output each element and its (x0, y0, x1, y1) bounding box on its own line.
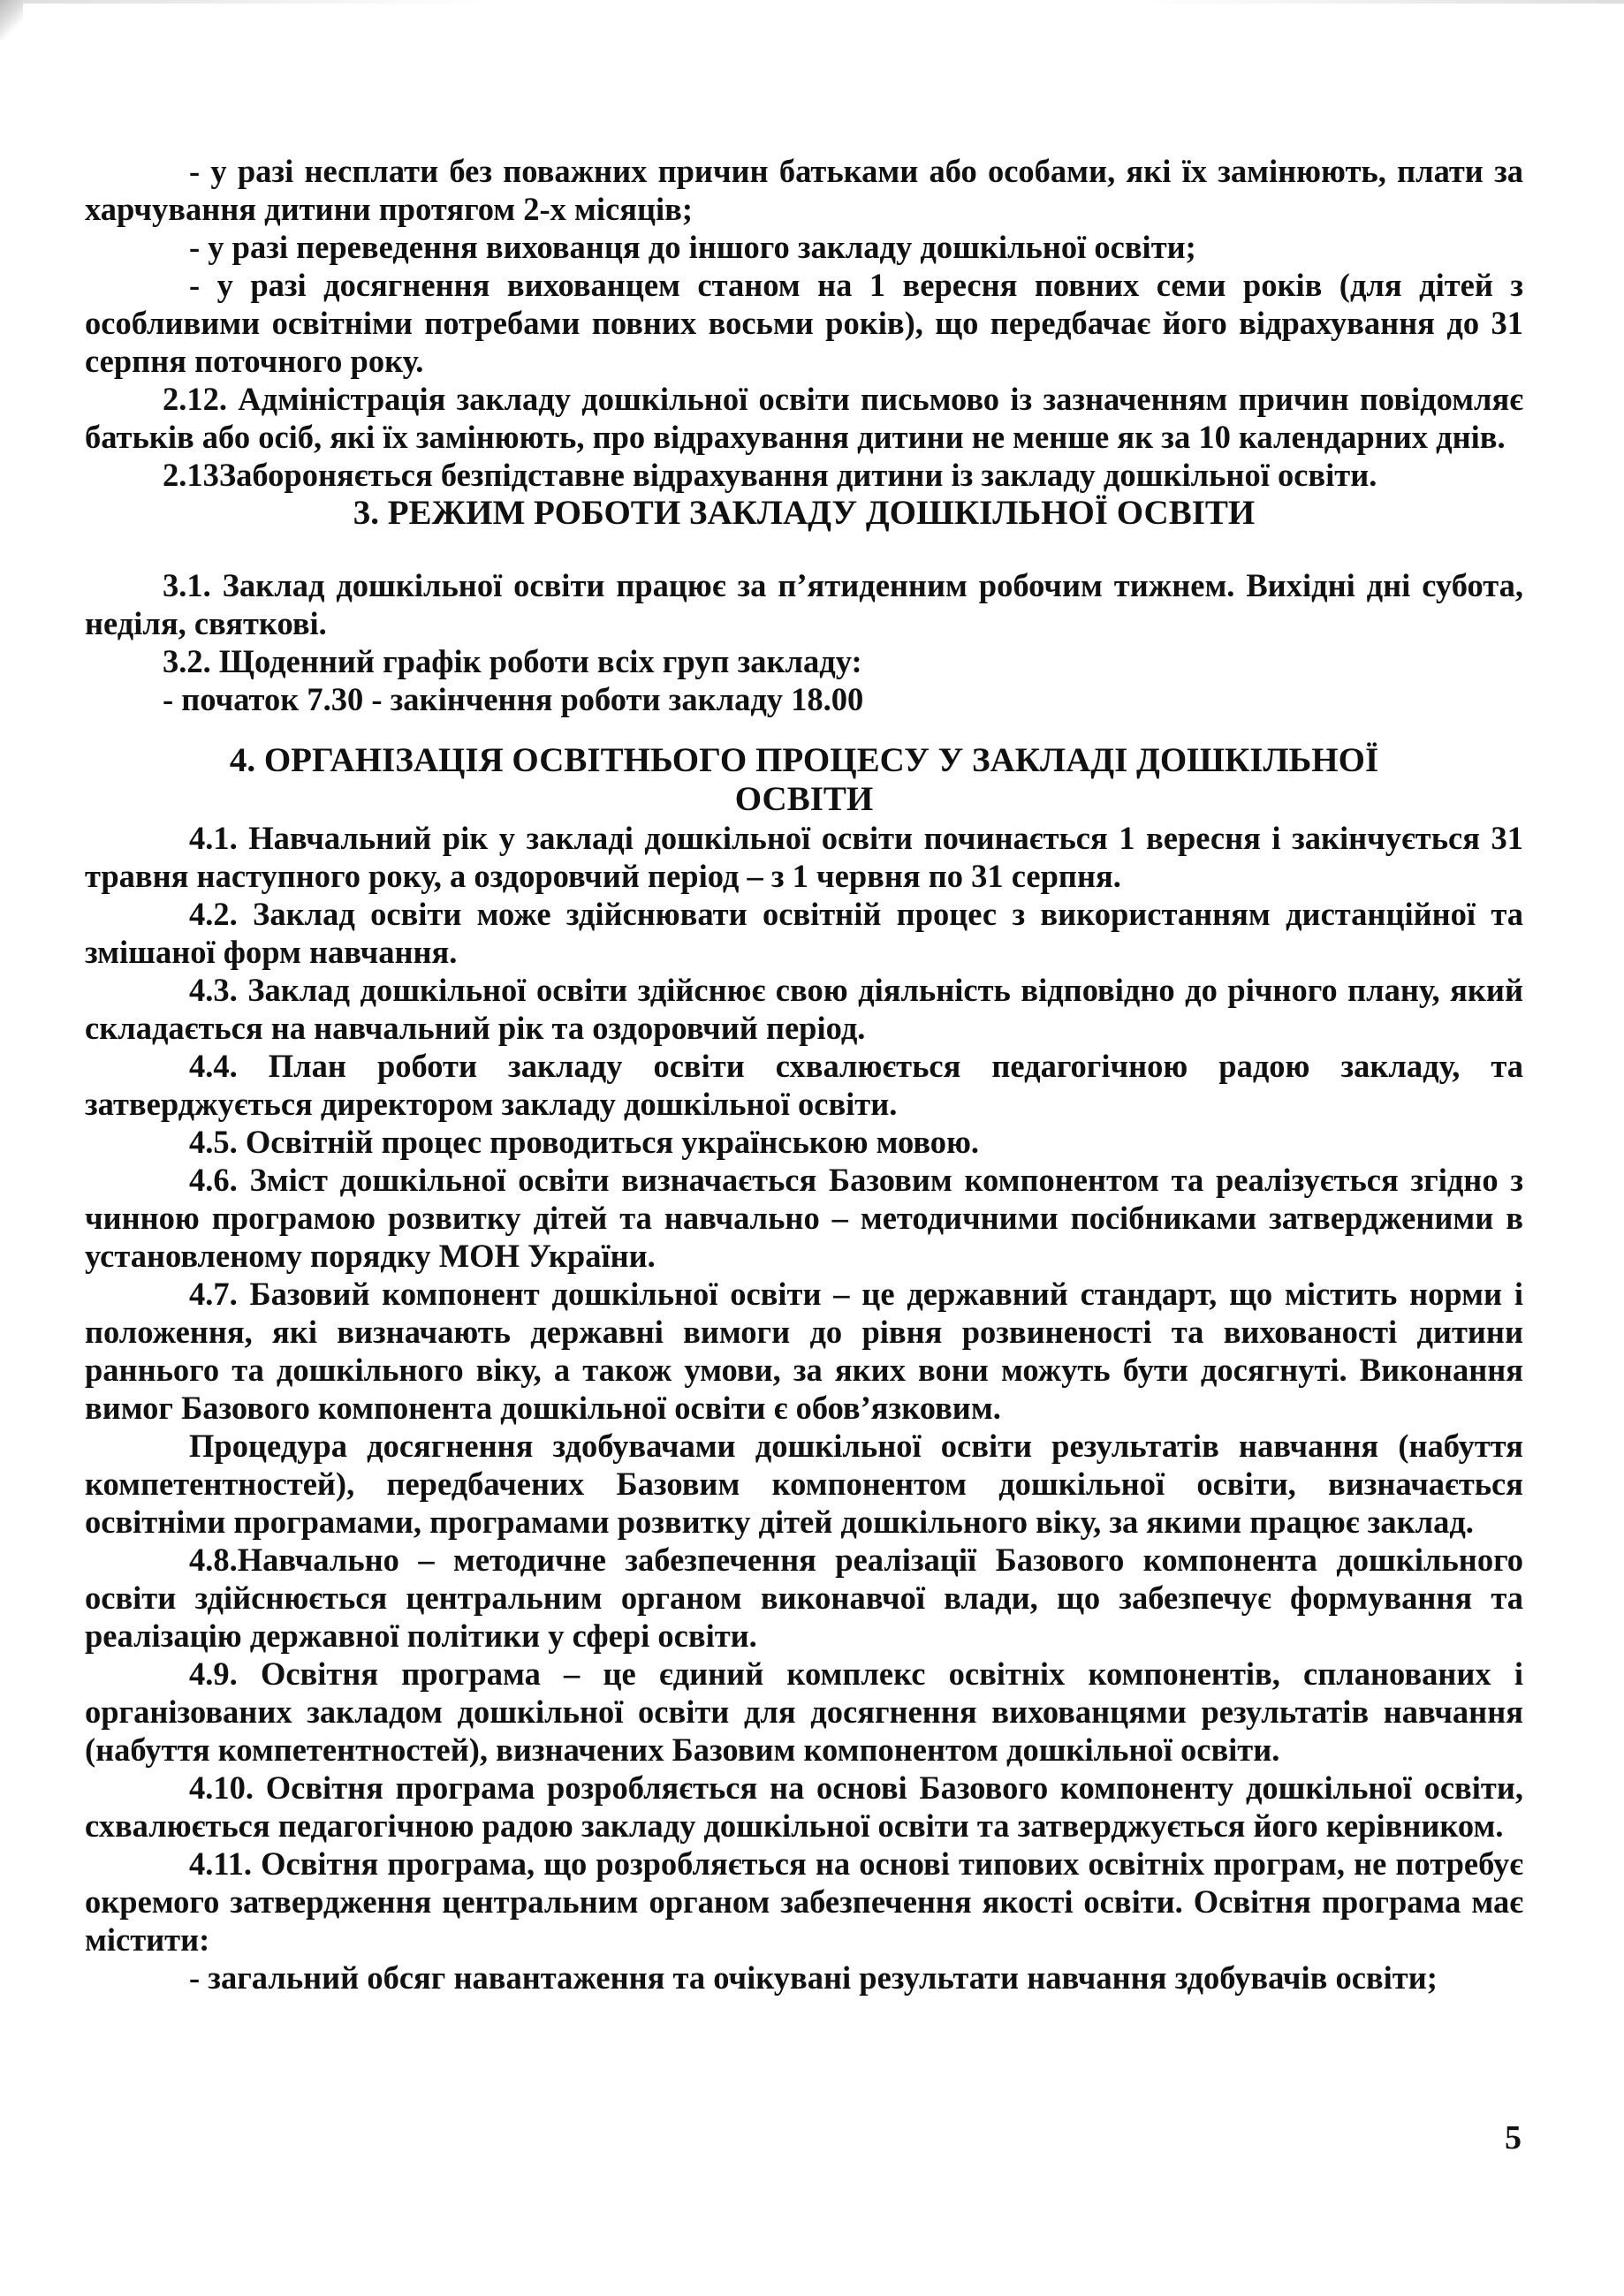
paragraph-4-8: 4.8.Навчально – методичне забезпечення реалізації Базового компонента дошкільного освіти здійснюється центральним органом виконавчої влади, що забезпечує формування та реалізацію державної політики у сфері освіти. (85, 1542, 1523, 1654)
scan-edge (0, 0, 1624, 4)
paragraph-3-2-schedule: - початок 7.30 - закінчення роботи закладу 18.00 (163, 681, 864, 717)
paragraph-4-2: 4.2. Заклад освіти може здійснювати освітній процес з використанням дистанційної та змішаної форм навчання. (85, 896, 1523, 970)
scan-corner-shadow (0, 0, 23, 41)
paragraph-3-2: 3.2. Щоденний графік роботи всіх груп закладу: (163, 643, 862, 679)
paragraph-4-7: 4.7. Базовий компонент дошкільної освіти – це державний стандарт, що містить норми і положення, які визначають державні вимоги до рівня розвиненості та вихованості дитини раннього та дошкільного віку, а також умови, за яких вони можуть бути досягнуті. Виконання вимог Базового компонента дошкільної освіти є обов’язковим. (85, 1276, 1523, 1426)
section-3-heading: 3. РЕЖИМ РОБОТИ ЗАКЛАДУ ДОШКІЛЬНОЇ ОСВІТИ (353, 494, 1256, 532)
paragraph-3-1: 3.1. Заклад дошкільної освіти працює за п’ятиденним робочим тижнем. Вихідні дні субота, неділя, святкові. (85, 567, 1523, 641)
paragraph-4-7-procedure: Процедура досягнення здобувачами дошкільної освіти результатів навчання (набуття компетентностей), передбачених Базовим компонентом дошкільної освіти, визначається освітніми програмами, програмами розвитку дітей дошкільного віку, за якими працює заклад. (85, 1428, 1523, 1540)
page-number: 5 (1505, 2119, 1522, 2156)
paragraph-2-13: 2.13Забороняється безпідставне відрахування дитини із закладу дошкільної освіти. (163, 457, 1377, 493)
list-item-nonpayment: - у разі несплати без поважних причин батьками або особами, які їх замінюють, плати за харчування дитини протягом 2-х місяців; (85, 153, 1523, 227)
paragraph-2-12: 2.12. Адміністрація закладу дошкільної освіти письмово із зазначенням причин повідомляє батьків або осіб, які їх замінюють, про відрахування дитини не менше як за 10 календарних днів. (85, 381, 1523, 455)
paragraph-4-11: 4.11. Освітня програма, що розробляється на основі типових освітніх програм, не потребує окремого затвердження центральним органом забезпечення якості освіти. Освітня програма має містити: (85, 1845, 1523, 1958)
list-item-transfer: - у разі переведення вихованця до іншого закладу дошкільної освіти; (189, 229, 1196, 265)
paragraph-4-4: 4.4. План роботи закладу освіти схвалюється педагогічною радою закладу, та затверджується директором закладу дошкільної освіти. (85, 1048, 1523, 1122)
section-4-heading-line1: 4. ОРГАНІЗАЦІЯ ОСВІТНЬОГО ПРОЦЕСУ У ЗАКЛАДІ ДОШКІЛЬНОЇ (229, 741, 1379, 779)
paragraph-4-5: 4.5. Освітній процес проводиться українською мовою. (189, 1124, 980, 1160)
paragraph-4-6: 4.6. Зміст дошкільної освіти визначається Базовим компонентом та реалізується згідно з чинною програмою розвитку дітей та навчально – методичними посібниками затвердженими в установленому порядку МОН України. (85, 1162, 1523, 1274)
paragraph-4-1: 4.1. Навчальний рік у закладі дошкільної освіти починається 1 вересня і закінчується 31 травня наступного року, а оздоровчий період – з 1 червня по 31 серпня. (85, 820, 1523, 894)
paragraph-4-3: 4.3. Заклад дошкільної освіти здійснює свою діяльність відповідно до річного плану, який складається на навчальний рік та оздоровчий період. (85, 972, 1523, 1046)
section-4-heading-line2: ОСВІТИ (734, 780, 874, 818)
document-page (85, 152, 1523, 1997)
paragraph-4-9: 4.9. Освітня програма – це єдиний комплекс освітніх компонентів, спланованих і організованих закладом дошкільної освіти для досягнення вихованцями результатів навчання (набуття компетентностей), визначених Базовим компонентом дошкільної освіти. (85, 1656, 1523, 1768)
list-item-age: - у разі досягнення вихованцем станом на 1 вересня повних семи років (для дітей з особливими освітніми потребами повних восьми років), що передбачає його відрахування до 31 серпня поточного року. (85, 267, 1523, 379)
paragraph-4-10: 4.10. Освітня програма розробляється на основі Базового компоненту дошкільної освіти, схвалюється педагогічною радою закладу дошкільної освіти та затверджується його керівником. (85, 1769, 1523, 1844)
paragraph-4-11-item: - загальний обсяг навантаження та очікувані результати навчання здобувачів освіти; (189, 1959, 1438, 1996)
